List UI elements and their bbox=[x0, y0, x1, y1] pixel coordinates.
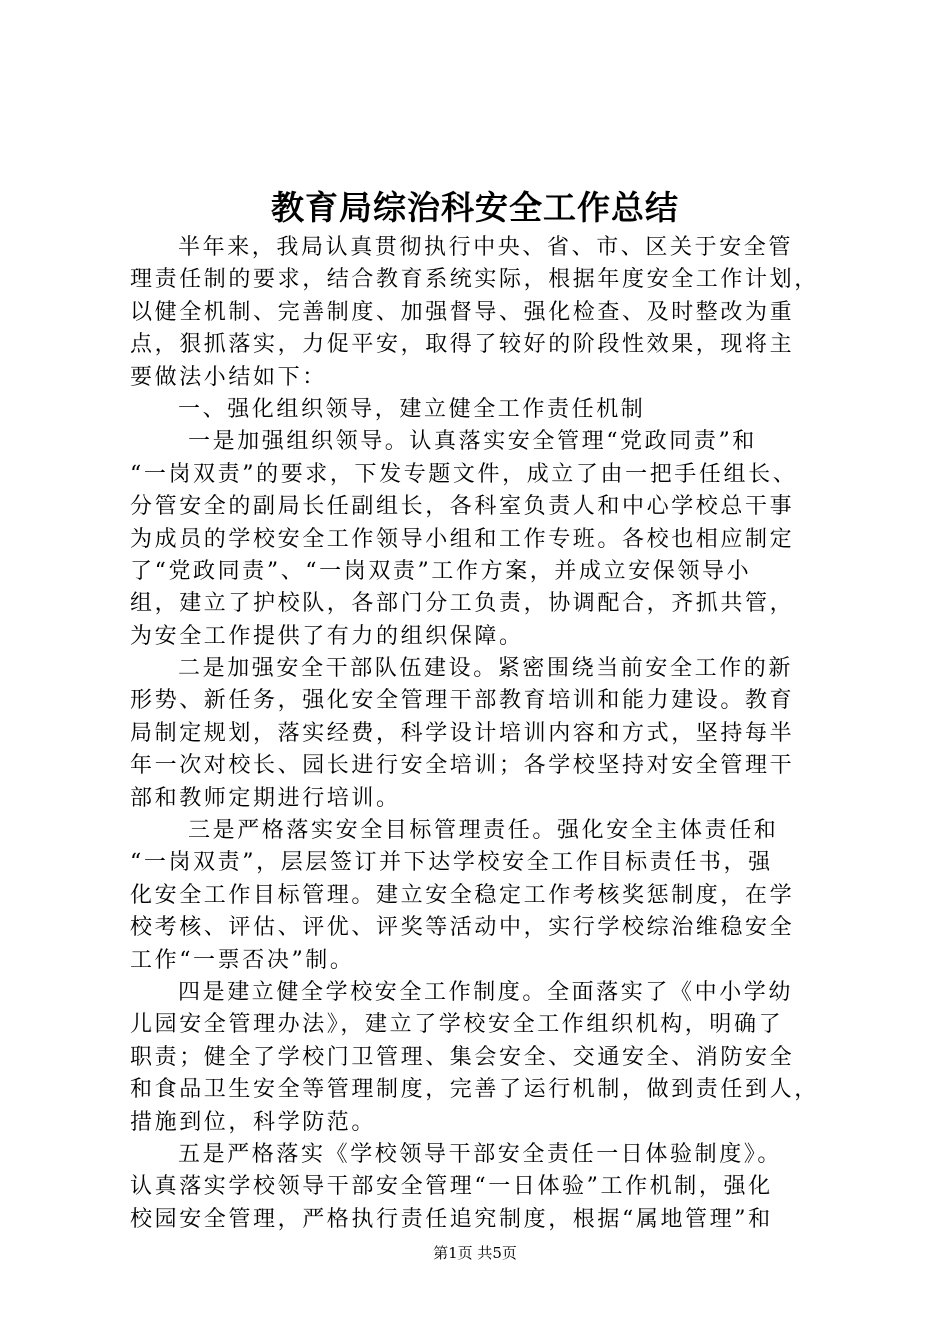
body-line: 了“党政同责”、“一岗双责”工作方案，并成立安保领导小 bbox=[130, 558, 752, 584]
body-line: 五是严格落实《学校领导干部安全责任一日体验制度》。 bbox=[178, 1141, 783, 1167]
body-line: 校园安全管理，严格执行责任追究制度，根据“属地管理”和 bbox=[130, 1206, 773, 1232]
body-line: 形势、新任务，强化安全管理干部教育培训和能力建设。教育 bbox=[130, 688, 795, 714]
body-line: 部和教师定期进行培训。 bbox=[130, 785, 401, 811]
body-line: 为成员的学校安全工作领导小组和工作专班。各校也相应制定 bbox=[130, 526, 795, 552]
body-line: 分管安全的副局长任副组长，各科室负责人和中心学校总干事 bbox=[130, 494, 795, 520]
body-line: 职责；健全了学校门卫管理、集会安全、交通安全、消防安全 bbox=[130, 1044, 795, 1070]
body-line: 为安全工作提供了有力的组织保障。 bbox=[130, 623, 524, 649]
document-title: 教育局综治科安全工作总结 bbox=[271, 188, 679, 227]
body-line: 一是加强组织领导。认真落实安全管理“党政同责”和 bbox=[188, 429, 757, 455]
body-line: 和食品卫生安全等管理制度，完善了运行机制，做到责任到人， bbox=[130, 1077, 819, 1103]
body-line: 四是建立健全学校安全工作制度。全面落实了《中小学幼 bbox=[178, 979, 794, 1005]
section-heading: 一、强化组织领导，建立健全工作责任机制 bbox=[178, 396, 646, 422]
body-line: 局制定规划，落实经费，科学设计培训内容和方式，坚持每半 bbox=[130, 720, 795, 746]
body-line: 校考核、评估、评优、评奖等活动中，实行学校综治维稳安全 bbox=[130, 915, 795, 941]
body-line: “一岗双责”，层层签订并下达学校安全工作目标责任书，强 bbox=[130, 850, 773, 876]
body-line: 认真落实学校领导干部安全管理“一日体验”工作机制，强化 bbox=[130, 1174, 773, 1200]
body-line: 理责任制的要求，结合教育系统实际，根据年度安全工作计划， bbox=[130, 267, 819, 293]
page-number: 第1页 共5页 bbox=[433, 1244, 517, 1262]
body-line: 三是严格落实安全目标管理责任。强化安全主体责任和 bbox=[188, 818, 779, 844]
body-line: 年一次对校长、园长进行安全培训；各学校坚持对安全管理干 bbox=[130, 753, 795, 779]
body-line: 化安全工作目标管理。建立安全稳定工作考核奖惩制度，在学 bbox=[130, 882, 795, 908]
body-line: 要做法小结如下： bbox=[130, 364, 327, 390]
document-body bbox=[130, 232, 840, 1236]
body-line: 半年来，我局认真贯彻执行中央、省、市、区关于安全管 bbox=[178, 235, 794, 260]
body-line: 以健全机制、完善制度、加强督导、强化检查、及时整改为重 bbox=[130, 299, 795, 325]
body-line: 二是加强安全干部队伍建设。紧密围绕当前安全工作的新 bbox=[178, 656, 794, 682]
body-line: 儿园安全管理办法》，建立了学校安全工作组织机构，明确了 bbox=[130, 1012, 784, 1038]
body-line: “一岗双责”的要求，下发专题文件，成立了由一把手任组长、 bbox=[130, 461, 798, 487]
body-line: 工作“一票否决”制。 bbox=[130, 947, 355, 973]
body-line: 措施到位，科学防范。 bbox=[130, 1109, 377, 1135]
body-line: 点，狠抓落实，力促平安，取得了较好的阶段性效果，现将主 bbox=[130, 332, 795, 358]
body-line: 组，建立了护校队，各部门分工负责，协调配合，齐抓共管， bbox=[130, 591, 795, 617]
